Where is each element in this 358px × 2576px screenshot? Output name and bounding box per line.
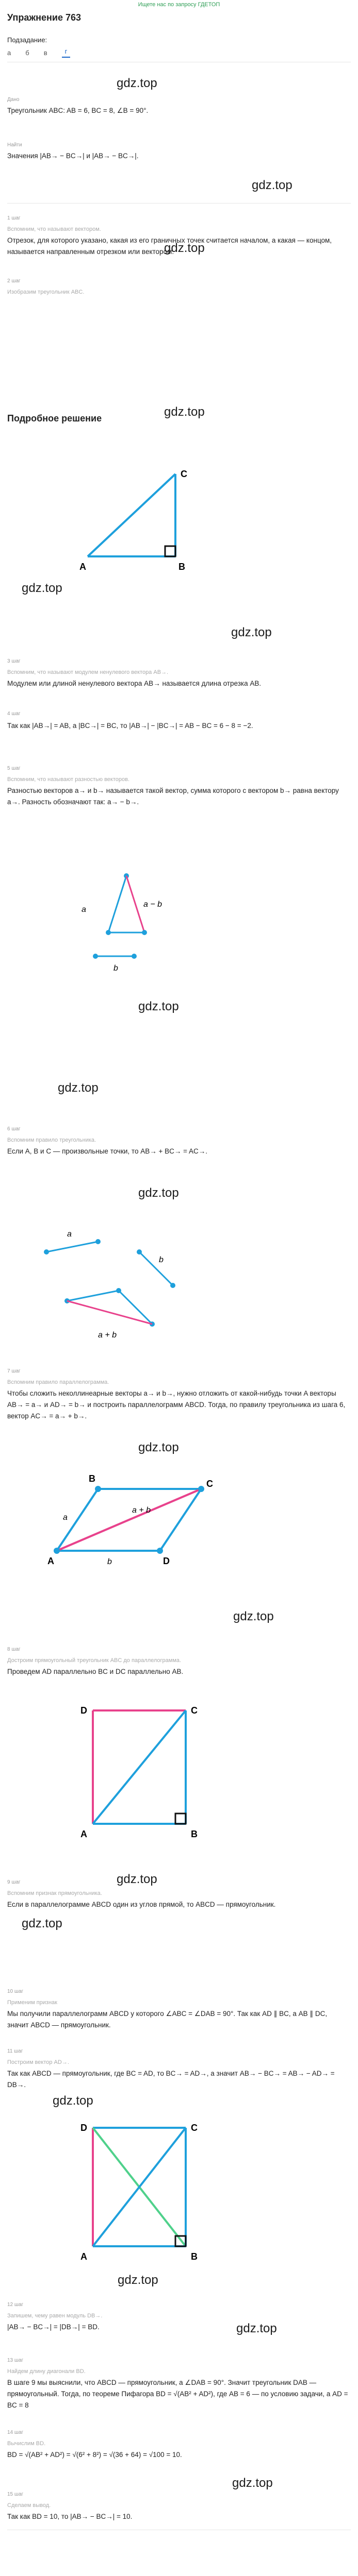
vertex-d-label: D [163, 1556, 170, 1566]
step-label: 3 шаг [7, 658, 21, 664]
subtask-a[interactable]: a [7, 48, 11, 57]
vertex-c-label: C [191, 1705, 198, 1716]
step-label: 9 шаг [7, 1879, 21, 1885]
given-text: Треугольник ABC: AB = 6, BC = 8, ∠B = 90°. [7, 107, 149, 114]
step-note: Сделаем вывод. [7, 2502, 51, 2509]
figure-parallelogram [31, 1463, 237, 1582]
step-label: 8 шаг [7, 1647, 21, 1652]
step-label: 2 шаг [7, 278, 21, 284]
watermark: gdz.top [138, 1440, 179, 1454]
watermark: gdz.top [232, 2476, 273, 2490]
step-text: Модулем или длиной ненулевого вектора AB→ называется длина отрезка AB. [7, 680, 262, 687]
step-note: Изобразим треугольник ABC. [7, 289, 85, 295]
step-label: 13 шаг [7, 2358, 24, 2363]
watermark: gdz.top [22, 1917, 62, 1930]
step-label: 15 шаг [7, 2492, 24, 2497]
watermark: gdz.top [233, 1609, 274, 1623]
figure-vector-difference [31, 855, 206, 974]
step-note: Найдем длину диагонали BD. [7, 2368, 86, 2375]
vertex-c-label: C [206, 1479, 213, 1489]
step-text: В шаге 9 мы выяснили, что ABCD — прямоугольник, а ∠DAB = 90°. Значит треугольник DAB — прямоугольный. Тогда, по теореме Пифагора BD = √(AB² + AD²), где AB = 6 — по условию задачи, а AD = BC = 8 [7, 2379, 348, 2409]
find-label: Найти [7, 142, 22, 148]
step-note: Вспомним правило треугольника. [7, 1137, 96, 1143]
watermark: gdz.top [117, 1872, 157, 1886]
subtask-b[interactable]: б [25, 48, 29, 57]
step-label: 1 шаг [7, 215, 21, 221]
step-text: |AB→ − BC→| = |DB→| = BD. [7, 2323, 100, 2331]
vertex-d-label: D [80, 2123, 87, 2133]
vertex-a-label: A [80, 2251, 87, 2262]
vec-b-label: b [159, 1256, 164, 1264]
step-text: Разностью векторов a→ и b→ называется такой вектор, сумма которого с вектором b→ равна вектору a→. Разность обозначают так: a→ − b→. [7, 787, 339, 806]
step-label: 7 шаг [7, 1368, 21, 1374]
vertex-c-label: C [191, 2123, 198, 2133]
watermark: gdz.top [164, 405, 205, 419]
watermark: gdz.top [138, 1186, 179, 1200]
watermark: gdz.top [118, 2273, 158, 2287]
top-note[interactable]: Ищете нас по запросу ГДЕТОП [138, 2, 220, 8]
step-text: Чтобы сложить неколлинеарные векторы a→ и b→, нужно отложить от какой-нибудь точки A векторы AB→ = a→ и AD→ = b→ и построить параллелограмм ABCD. Тогда, по правилу треугольника из шага 6, вектор AC→ = a→ + b→. [7, 1389, 346, 1420]
subtask-g-active[interactable]: г [62, 47, 71, 58]
step-text: BD = √(AB² + AD²) = √(6² + 8²) = √(36 + 64) = √100 = 10. [7, 2451, 182, 2459]
step-label: 12 шаг [7, 2302, 24, 2308]
watermark: gdz.top [138, 999, 179, 1013]
vec-a-plus-b-label: a + b [98, 1331, 117, 1340]
step-note: Вспомним правило параллелограмма. [7, 1379, 109, 1385]
step-note: Запишем, чему равен модуль DB→. [7, 2313, 103, 2319]
step-label: 14 шаг [7, 2430, 24, 2435]
watermark: gdz.top [231, 625, 272, 639]
step-label: 6 шаг [7, 1126, 21, 1132]
vec-a-minus-b-label: a − b [143, 900, 162, 909]
vec-a-plus-b-label: a + b [132, 1506, 151, 1515]
step-note: Вспомним признак прямоугольника. [7, 1890, 102, 1896]
subtask-v[interactable]: в [43, 48, 47, 57]
vertex-a-label: A [47, 1556, 54, 1566]
step-text: Так как |AB→| = AB, а |BC→| = BC, то |AB→| − |BC→| = AB − BC = 6 − 8 = −2. [7, 722, 253, 730]
watermark: gdz.top [164, 241, 205, 255]
step-label: 11 шаг [7, 2048, 23, 2054]
subtasks-label: Подзадание: [7, 36, 47, 44]
watermark: gdz.top [53, 2094, 93, 2108]
step-note: Вспомним, что называют разностью векторов. [7, 776, 130, 783]
step-text: Проведем AD параллельно BC и DC параллельно AB. [7, 1668, 184, 1675]
step-note: Вспомним, что называют вектором. [7, 226, 101, 232]
vec-a-label: a [82, 905, 86, 914]
vertex-d-label: D [80, 1705, 87, 1716]
step-note: Вспомним, что называют модулем ненулевого вектора AB→. [7, 669, 169, 675]
vec-b-label: b [107, 1557, 112, 1566]
solution-title: Подробное решение [7, 413, 102, 423]
step-text: Так как BD = 10, то |AB→ − BC→| = 10. [7, 2513, 133, 2520]
step-label: 10 шаг [7, 1989, 24, 1994]
step-label: 5 шаг [7, 766, 21, 771]
watermark: gdz.top [252, 178, 292, 192]
vec-a-label: a [67, 1230, 72, 1239]
step-text: Отрезок, для которого указано, какая из его граничных точек считается началом, а какая — концом, называется направленным отрезком или вектором. [7, 236, 332, 256]
vec-a-label: a [63, 1513, 68, 1522]
step-text: Если A, B и C — произвольные точки, то AB→ + BC→ = AC→. [7, 1147, 207, 1155]
page-title: Упражнение 763 [7, 12, 82, 23]
step-note: Построим вектор AD→. [7, 2059, 69, 2065]
vec-b-label: b [113, 964, 118, 973]
watermark: gdz.top [236, 2321, 277, 2335]
vertex-b-label: B [178, 562, 185, 572]
vertex-a-label: A [79, 562, 86, 572]
step-note: Вычислим BD. [7, 2441, 46, 2447]
figure-rectangle-diagonals [62, 2112, 217, 2267]
step-note: Применим признак [7, 1999, 57, 2006]
step-label: 4 шаг [7, 711, 21, 717]
watermark: gdz.top [22, 581, 62, 595]
step-text: Мы получили параллелограмм ABCD у которого ∠ABC = ∠DAB = 90°. Так как AD ∥ BC, а AB ∥ DC, значит ABCD — прямоугольник. [7, 2010, 328, 2029]
vertex-c-label: C [181, 469, 187, 479]
step-text: Если в параллелограмме ABCD один из углов прямой, то ABCD — прямоугольник. [7, 1901, 276, 1908]
figure-triangle [72, 453, 206, 572]
vertex-b-label: B [191, 2251, 198, 2262]
step-text: Так как ABCD — прямоугольник, где BC = AD, то BC→ = AD→, а значит AB→ − BC→ = AB→ − AD→ = DB→. [7, 2070, 335, 2089]
vertex-a-label: A [80, 1829, 87, 1839]
divider [7, 203, 351, 204]
figure-rectangle-abcd [62, 1695, 217, 1844]
find-text: Значения |AB→ − BC→| и |AB→ − BC→|. [7, 152, 139, 160]
step-note: Достроим прямоугольный треугольник ABC до параллелограмма. [7, 1657, 182, 1664]
watermark: gdz.top [58, 1081, 99, 1095]
given-label: Дано [7, 97, 20, 103]
figure-vector-sum [36, 1216, 232, 1345]
vertex-b-label: B [89, 1473, 95, 1484]
subtask-pager [7, 47, 85, 58]
watermark: gdz.top [117, 76, 157, 90]
vertex-b-label: B [191, 1829, 198, 1839]
